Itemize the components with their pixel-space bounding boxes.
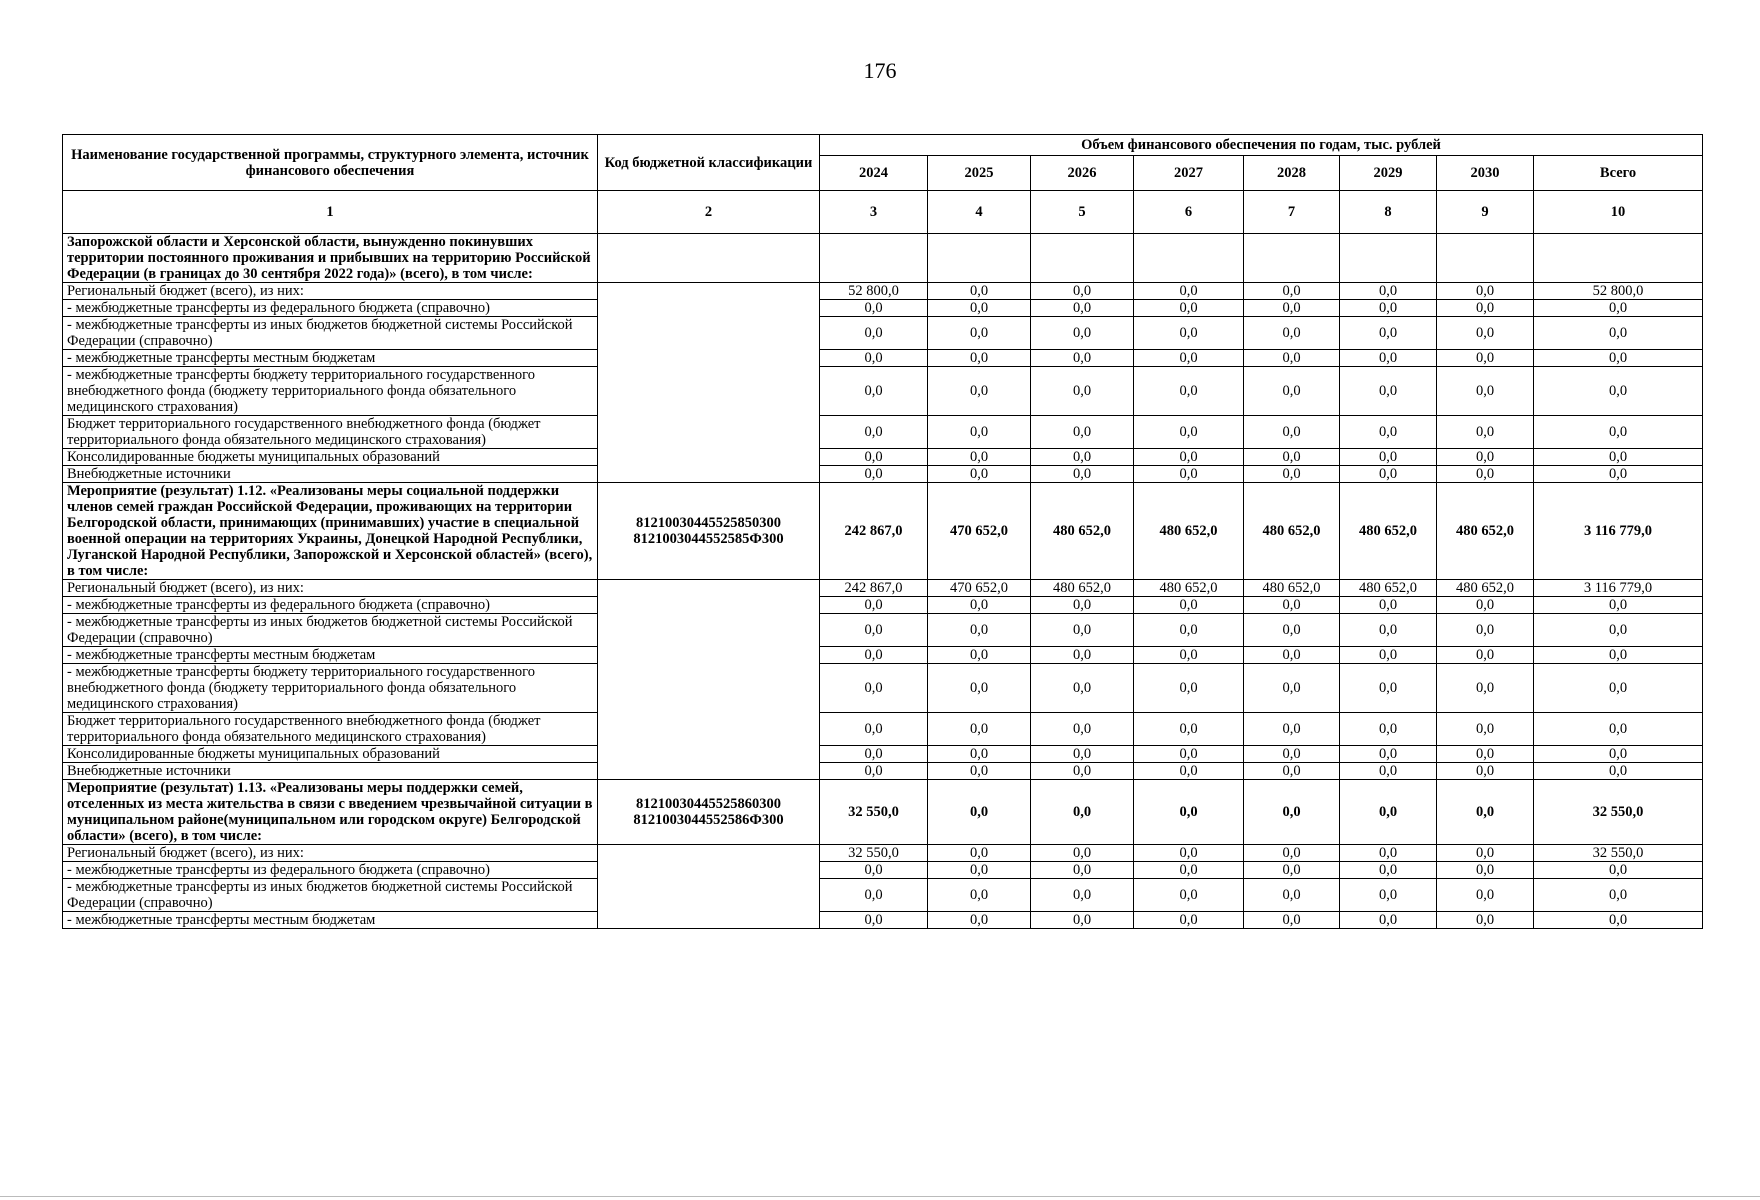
row-year-value: 0,0	[1134, 780, 1244, 845]
row-year-value: 0,0	[1134, 350, 1244, 367]
row-name: - межбюджетные трансферты из иных бюджетов бюджетной системы Российской Федерации (справочно)	[63, 879, 598, 912]
row-year-value: 0,0	[1437, 664, 1534, 713]
row-year-value: 0,0	[1437, 300, 1534, 317]
row-year-value: 242 867,0	[820, 483, 928, 580]
row-year-value: 32 550,0	[820, 780, 928, 845]
row-name: - межбюджетные трансферты местным бюджетам	[63, 350, 598, 367]
row-year-value: 0,0	[928, 597, 1031, 614]
row-name: Региональный бюджет (всего), из них:	[63, 580, 598, 597]
row-year-value: 0,0	[1244, 780, 1340, 845]
row-year-value: 0,0	[1134, 664, 1244, 713]
row-year-value: 0,0	[928, 367, 1031, 416]
row-year-value: 0,0	[1340, 746, 1437, 763]
row-total-value: 0,0	[1534, 350, 1703, 367]
row-year-value: 0,0	[1031, 664, 1134, 713]
header-volume: Объем финансового обеспечения по годам, тыс. рублей	[820, 135, 1703, 156]
row-year-value: 0,0	[1134, 845, 1244, 862]
row-year-value: 0,0	[1031, 466, 1134, 483]
row-year-value: 0,0	[820, 350, 928, 367]
header-year: 2025	[928, 156, 1031, 191]
header-code: Код бюджетной классификации	[598, 135, 820, 191]
row-year-value: 0,0	[1340, 780, 1437, 845]
row-total-value: 0,0	[1534, 647, 1703, 664]
row-name: Внебюджетные источники	[63, 763, 598, 780]
row-year-value: 0,0	[1244, 300, 1340, 317]
row-year-value: 0,0	[1437, 466, 1534, 483]
row-year-value: 0,0	[928, 780, 1031, 845]
row-year-value: 0,0	[1031, 614, 1134, 647]
row-name: - межбюджетные трансферты из федерального бюджета (справочно)	[63, 862, 598, 879]
row-year-value: 0,0	[1031, 449, 1134, 466]
table-row	[63, 763, 1703, 780]
row-year-value	[1031, 234, 1134, 283]
row-year-value: 0,0	[1437, 912, 1534, 929]
row-year-value: 0,0	[1437, 614, 1534, 647]
row-year-value: 0,0	[820, 597, 928, 614]
row-name: - межбюджетные трансферты из федерального бюджета (справочно)	[63, 300, 598, 317]
row-year-value: 480 652,0	[1244, 483, 1340, 580]
row-year-value: 0,0	[1134, 647, 1244, 664]
row-year-value: 0,0	[1134, 713, 1244, 746]
row-year-value: 0,0	[1437, 597, 1534, 614]
row-year-value: 480 652,0	[1437, 483, 1534, 580]
row-year-value: 0,0	[820, 614, 928, 647]
header-year: 2024	[820, 156, 928, 191]
row-year-value	[1134, 234, 1244, 283]
row-year-value: 0,0	[1134, 317, 1244, 350]
table-row	[63, 466, 1703, 483]
row-year-value: 0,0	[1437, 317, 1534, 350]
row-code: 81210030445525850300 8121003044552585Ф300	[598, 483, 820, 580]
column-number: 10	[1534, 191, 1703, 234]
table-row	[63, 580, 1703, 597]
row-year-value: 0,0	[1134, 862, 1244, 879]
header-total: Всего	[1534, 156, 1703, 191]
row-year-value	[928, 234, 1031, 283]
row-name: Запорожской области и Херсонской области, вынужденно покинувших территории постоянного проживания и прибывших на территорию Российской Федерации (в границах до 30 сентября 2022 года)» (всего), в том числе:	[63, 234, 598, 283]
row-year-value: 480 652,0	[1244, 580, 1340, 597]
row-year-value: 0,0	[1244, 912, 1340, 929]
row-code: 81210030445525860300 8121003044552586Ф300	[598, 780, 820, 845]
row-year-value: 0,0	[1340, 912, 1437, 929]
row-year-value: 0,0	[1437, 350, 1534, 367]
row-total-value: 0,0	[1534, 449, 1703, 466]
row-name: - межбюджетные трансферты из иных бюджетов бюджетной системы Российской Федерации (справочно)	[63, 317, 598, 350]
row-year-value: 0,0	[928, 283, 1031, 300]
row-year-value: 0,0	[1437, 879, 1534, 912]
row-year-value: 0,0	[1437, 367, 1534, 416]
row-year-value: 0,0	[1134, 614, 1244, 647]
row-year-value: 0,0	[1437, 862, 1534, 879]
column-numbers-row	[63, 191, 1703, 234]
row-code	[598, 283, 820, 483]
row-year-value: 0,0	[1031, 780, 1134, 845]
row-year-value: 0,0	[1134, 367, 1244, 416]
table-row	[63, 234, 1703, 283]
page-bottom-rule	[0, 1196, 1760, 1197]
row-year-value: 0,0	[1031, 647, 1134, 664]
table-row	[63, 862, 1703, 879]
row-year-value: 470 652,0	[928, 580, 1031, 597]
row-year-value: 0,0	[1437, 283, 1534, 300]
row-name: - межбюджетные трансферты бюджету территориального государственного внебюджетного фонда (бюджету территориального фонда обязательного медицинского страхования)	[63, 367, 598, 416]
row-name: Бюджет территориального государственного внебюджетного фонда (бюджет территориального фонда обязательного медицинского страхования)	[63, 713, 598, 746]
row-year-value: 0,0	[928, 713, 1031, 746]
header-year: 2026	[1031, 156, 1134, 191]
table-row	[63, 300, 1703, 317]
column-number: 8	[1340, 191, 1437, 234]
row-total-value: 0,0	[1534, 317, 1703, 350]
row-total-value: 0,0	[1534, 597, 1703, 614]
row-year-value: 480 652,0	[1031, 580, 1134, 597]
row-year-value: 480 652,0	[1031, 483, 1134, 580]
row-code	[598, 845, 820, 929]
row-year-value: 0,0	[820, 416, 928, 449]
row-year-value: 0,0	[1134, 449, 1244, 466]
row-year-value: 480 652,0	[1437, 580, 1534, 597]
row-year-value: 0,0	[1031, 879, 1134, 912]
row-total-value: 0,0	[1534, 879, 1703, 912]
row-year-value	[1340, 234, 1437, 283]
row-year-value: 0,0	[1134, 912, 1244, 929]
column-number: 7	[1244, 191, 1340, 234]
row-name: - межбюджетные трансферты из иных бюджетов бюджетной системы Российской Федерации (справочно)	[63, 614, 598, 647]
row-year-value: 0,0	[820, 300, 928, 317]
table-row	[63, 713, 1703, 746]
row-year-value: 0,0	[1340, 879, 1437, 912]
row-year-value: 0,0	[1340, 664, 1437, 713]
table-row	[63, 879, 1703, 912]
row-year-value: 0,0	[928, 879, 1031, 912]
row-year-value: 0,0	[1244, 416, 1340, 449]
row-year-value: 0,0	[820, 713, 928, 746]
row-name: - межбюджетные трансферты из федерального бюджета (справочно)	[63, 597, 598, 614]
row-total-value: 3 116 779,0	[1534, 483, 1703, 580]
column-number: 2	[598, 191, 820, 234]
row-year-value: 0,0	[1244, 713, 1340, 746]
row-year-value: 32 550,0	[820, 845, 928, 862]
row-year-value: 0,0	[1031, 912, 1134, 929]
row-year-value: 0,0	[1244, 879, 1340, 912]
row-year-value: 0,0	[1437, 713, 1534, 746]
row-year-value: 0,0	[1031, 367, 1134, 416]
table-row	[63, 449, 1703, 466]
table-row	[63, 597, 1703, 614]
row-name: Внебюджетные источники	[63, 466, 598, 483]
row-year-value: 0,0	[1244, 466, 1340, 483]
row-total-value: 0,0	[1534, 664, 1703, 713]
row-year-value: 480 652,0	[1134, 483, 1244, 580]
row-year-value: 0,0	[928, 647, 1031, 664]
row-year-value: 0,0	[1340, 466, 1437, 483]
table-row	[63, 367, 1703, 416]
row-year-value: 0,0	[820, 862, 928, 879]
row-year-value: 0,0	[820, 664, 928, 713]
row-year-value: 0,0	[928, 416, 1031, 449]
row-year-value: 0,0	[1031, 597, 1134, 614]
row-year-value: 0,0	[1340, 845, 1437, 862]
row-total-value: 0,0	[1534, 713, 1703, 746]
row-year-value: 0,0	[928, 614, 1031, 647]
row-year-value: 0,0	[1437, 845, 1534, 862]
row-year-value: 0,0	[1244, 350, 1340, 367]
row-year-value: 0,0	[928, 912, 1031, 929]
row-year-value: 0,0	[1031, 862, 1134, 879]
row-year-value: 0,0	[820, 912, 928, 929]
row-year-value: 0,0	[928, 466, 1031, 483]
row-name: - межбюджетные трансферты местным бюджетам	[63, 912, 598, 929]
row-year-value: 0,0	[1437, 449, 1534, 466]
row-year-value: 0,0	[1031, 713, 1134, 746]
row-year-value: 0,0	[1031, 763, 1134, 780]
row-year-value: 0,0	[1134, 300, 1244, 317]
header-name: Наименование государственной программы, структурного элемента, источник финансового обеспечения	[63, 135, 598, 191]
row-year-value	[820, 234, 928, 283]
row-code	[598, 234, 820, 283]
row-year-value: 0,0	[1340, 647, 1437, 664]
row-year-value: 0,0	[1437, 746, 1534, 763]
row-total-value: 0,0	[1534, 300, 1703, 317]
row-year-value: 0,0	[928, 845, 1031, 862]
table-row	[63, 912, 1703, 929]
row-name: - межбюджетные трансферты местным бюджетам	[63, 647, 598, 664]
row-total-value: 0,0	[1534, 367, 1703, 416]
column-number: 6	[1134, 191, 1244, 234]
row-year-value: 0,0	[1134, 416, 1244, 449]
table-row	[63, 483, 1703, 580]
row-year-value: 480 652,0	[1340, 483, 1437, 580]
row-year-value: 0,0	[1437, 780, 1534, 845]
row-year-value: 0,0	[1340, 862, 1437, 879]
row-year-value: 0,0	[820, 763, 928, 780]
row-total-value: 52 800,0	[1534, 283, 1703, 300]
row-year-value: 0,0	[1340, 317, 1437, 350]
row-name: Бюджет территориального государственного внебюджетного фонда (бюджет территориального фонда обязательного медицинского страхования)	[63, 416, 598, 449]
row-year-value: 0,0	[1244, 647, 1340, 664]
row-year-value: 0,0	[1031, 416, 1134, 449]
row-year-value: 0,0	[928, 449, 1031, 466]
row-year-value: 0,0	[820, 317, 928, 350]
row-total-value: 0,0	[1534, 912, 1703, 929]
row-name: Мероприятие (результат) 1.13. «Реализованы меры поддержки семей, отселенных из места жительства в связи с введением чрезвычайной ситуации в муниципальном районе(муниципальном или городском округе) Белгородской области» (всего), в том числе:	[63, 780, 598, 845]
row-name: Консолидированные бюджеты муниципальных образований	[63, 449, 598, 466]
row-year-value: 0,0	[1134, 597, 1244, 614]
row-name: Региональный бюджет (всего), из них:	[63, 845, 598, 862]
row-name: Консолидированные бюджеты муниципальных образований	[63, 746, 598, 763]
row-year-value: 0,0	[1340, 597, 1437, 614]
header-year: 2030	[1437, 156, 1534, 191]
row-year-value: 0,0	[1340, 416, 1437, 449]
row-total-value	[1534, 234, 1703, 283]
row-year-value: 0,0	[1031, 845, 1134, 862]
row-total-value: 0,0	[1534, 466, 1703, 483]
row-year-value: 0,0	[928, 746, 1031, 763]
row-year-value: 52 800,0	[820, 283, 928, 300]
row-year-value: 0,0	[1340, 713, 1437, 746]
row-year-value: 0,0	[820, 466, 928, 483]
row-total-value: 32 550,0	[1534, 780, 1703, 845]
row-name: - межбюджетные трансферты бюджету территориального государственного внебюджетного фонда (бюджету территориального фонда обязательного медицинского страхования)	[63, 664, 598, 713]
row-year-value: 0,0	[1340, 300, 1437, 317]
row-year-value: 0,0	[928, 350, 1031, 367]
row-year-value: 470 652,0	[928, 483, 1031, 580]
row-year-value: 0,0	[1340, 367, 1437, 416]
page-number: 176	[863, 58, 897, 83]
column-number: 9	[1437, 191, 1534, 234]
header-year: 2029	[1340, 156, 1437, 191]
row-year-value: 0,0	[1340, 283, 1437, 300]
row-total-value: 0,0	[1534, 763, 1703, 780]
table-row	[63, 746, 1703, 763]
row-year-value: 242 867,0	[820, 580, 928, 597]
row-year-value: 0,0	[1244, 317, 1340, 350]
row-year-value: 0,0	[1031, 283, 1134, 300]
table-row	[63, 350, 1703, 367]
row-year-value: 0,0	[1244, 845, 1340, 862]
row-year-value: 0,0	[1031, 317, 1134, 350]
header-year: 2027	[1134, 156, 1244, 191]
row-total-value: 0,0	[1534, 614, 1703, 647]
row-year-value: 0,0	[1340, 449, 1437, 466]
row-year-value: 0,0	[1134, 283, 1244, 300]
row-year-value: 0,0	[1437, 416, 1534, 449]
row-year-value: 0,0	[1134, 879, 1244, 912]
row-year-value: 0,0	[1031, 746, 1134, 763]
row-year-value: 0,0	[1134, 763, 1244, 780]
row-year-value: 0,0	[820, 449, 928, 466]
row-name: Региональный бюджет (всего), из них:	[63, 283, 598, 300]
table-row	[63, 664, 1703, 713]
row-year-value: 0,0	[1437, 647, 1534, 664]
row-year-value: 0,0	[928, 317, 1031, 350]
row-year-value: 480 652,0	[1134, 580, 1244, 597]
row-year-value: 0,0	[820, 746, 928, 763]
row-total-value: 3 116 779,0	[1534, 580, 1703, 597]
row-year-value: 0,0	[928, 763, 1031, 780]
row-total-value: 32 550,0	[1534, 845, 1703, 862]
row-year-value: 0,0	[1244, 449, 1340, 466]
row-total-value: 0,0	[1534, 862, 1703, 879]
header-year: 2028	[1244, 156, 1340, 191]
column-number: 4	[928, 191, 1031, 234]
table-row	[63, 283, 1703, 300]
row-year-value	[1437, 234, 1534, 283]
row-year-value: 0,0	[1244, 367, 1340, 416]
row-year-value: 0,0	[1244, 614, 1340, 647]
row-year-value: 0,0	[1244, 597, 1340, 614]
table-row	[63, 614, 1703, 647]
row-year-value: 0,0	[1244, 283, 1340, 300]
row-year-value: 0,0	[1134, 466, 1244, 483]
column-number: 5	[1031, 191, 1134, 234]
row-year-value: 0,0	[1340, 763, 1437, 780]
header-row	[63, 135, 1703, 156]
row-code	[598, 580, 820, 780]
table-row	[63, 845, 1703, 862]
row-total-value: 0,0	[1534, 746, 1703, 763]
row-year-value: 0,0	[820, 367, 928, 416]
row-total-value: 0,0	[1534, 416, 1703, 449]
row-year-value: 0,0	[1244, 746, 1340, 763]
row-year-value: 0,0	[1340, 614, 1437, 647]
row-year-value: 0,0	[928, 300, 1031, 317]
row-name: Мероприятие (результат) 1.12. «Реализованы меры социальной поддержки членов семей граждан Российской Федерации, проживающих на территории Белгородской области, принимающих (принимавших) участие в специальной военной операции на территориях Украины, Донецкой Народной Республики, Луганской Народной Республики, Запорожской и Херсонской областей» (всего), в том числе:	[63, 483, 598, 580]
row-year-value: 0,0	[1244, 664, 1340, 713]
row-year-value: 0,0	[1437, 763, 1534, 780]
row-year-value: 0,0	[820, 879, 928, 912]
table-row	[63, 780, 1703, 845]
row-year-value	[1244, 234, 1340, 283]
row-year-value: 0,0	[1134, 746, 1244, 763]
row-year-value: 0,0	[928, 862, 1031, 879]
table-row	[63, 647, 1703, 664]
table-row	[63, 416, 1703, 449]
financing-table	[62, 134, 1703, 929]
row-year-value: 0,0	[928, 664, 1031, 713]
row-year-value: 0,0	[1244, 763, 1340, 780]
row-year-value: 0,0	[1244, 862, 1340, 879]
row-year-value: 0,0	[1340, 350, 1437, 367]
row-year-value: 0,0	[1031, 350, 1134, 367]
table-row	[63, 317, 1703, 350]
row-year-value: 0,0	[1031, 300, 1134, 317]
column-number: 1	[63, 191, 598, 234]
row-year-value: 0,0	[820, 647, 928, 664]
row-year-value: 480 652,0	[1340, 580, 1437, 597]
column-number: 3	[820, 191, 928, 234]
